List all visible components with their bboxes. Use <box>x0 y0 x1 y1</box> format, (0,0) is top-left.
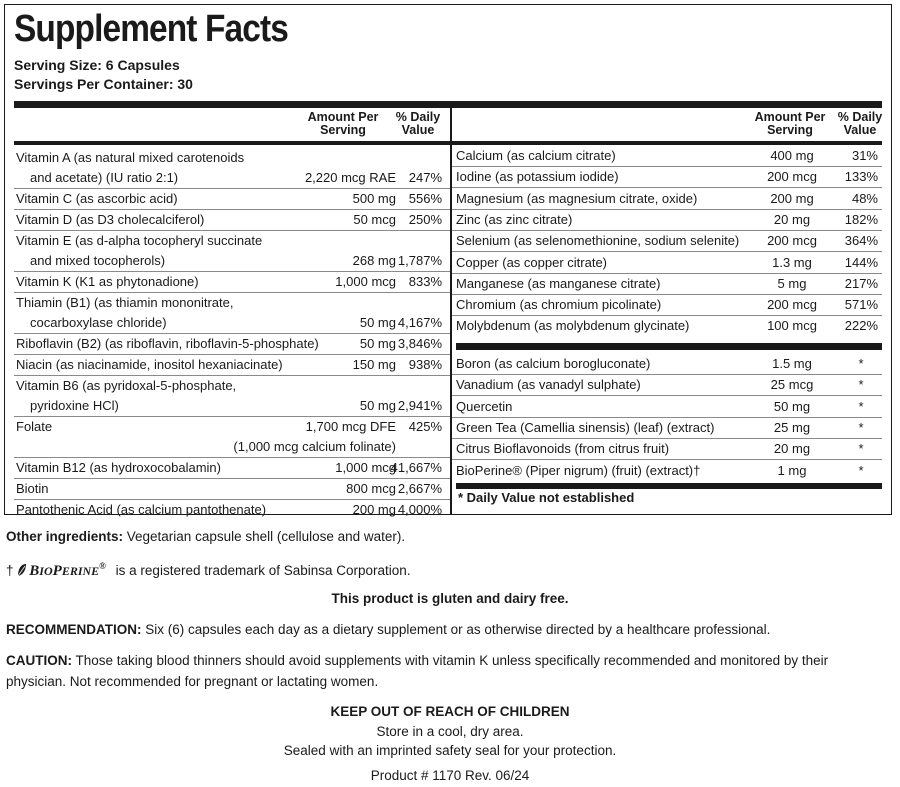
right-row <box>452 461 882 481</box>
daily-value: 250% <box>408 212 442 227</box>
right-mid-rule <box>456 343 882 350</box>
right-header-rule <box>452 141 882 145</box>
nutrient-name: Niacin (as niacinamide, inositol hexaniacinate) <box>16 357 283 372</box>
nutrient-name: Quercetin <box>456 398 513 414</box>
nutrient-name: Boron (as calcium borogluconate) <box>456 356 651 371</box>
left-row <box>14 376 450 417</box>
daily-value: 222% <box>844 318 878 334</box>
other-ingredients: Other ingredients: Vegetarian capsule shell (cellulose and water). <box>6 529 406 544</box>
daily-value: 31% <box>851 148 878 163</box>
amount-value: 50 mg <box>359 315 396 330</box>
nutrient-name: Manganese (as manganese citrate) <box>456 275 661 291</box>
servings-per-container: Servings Per Container: 30 <box>14 76 193 92</box>
trademark-text: is a registered trademark of Sabinsa Corporation. <box>115 563 411 578</box>
daily-value: 571% <box>844 297 878 313</box>
nutrient-name: Vitamin K (K1 as phytonadione) <box>16 274 199 289</box>
amount-value: 200 mg <box>352 502 396 517</box>
nutrient-name: Molybdenum (as molybdenum glycinate) <box>456 318 690 334</box>
left-row <box>14 293 450 334</box>
left-row <box>14 334 450 355</box>
nutrient-name: Vitamin D (as D3 cholecalciferol) <box>16 212 205 227</box>
nutrient-name: Vitamin E (as d-alpha tocopheryl succinate <box>16 233 263 248</box>
amount-value: 5 mg <box>777 275 807 291</box>
nutrient-name: Thiamin (B1) (as thiamin mononitrate, <box>16 295 234 310</box>
amount-value: 150 mg <box>352 357 396 372</box>
nutrient-name: Folate <box>16 419 53 434</box>
right-row <box>452 316 882 336</box>
daily-value: 182% <box>844 211 878 227</box>
nutrient-name-cont: pyridoxine HCl) <box>30 398 119 413</box>
left-row <box>14 479 450 500</box>
amount-value: 2,220 mcg RAE <box>304 170 396 185</box>
amount-value: 200 mg <box>770 190 814 206</box>
nutrient-name: Chromium (as chromium picolinate) <box>456 297 662 313</box>
nutrient-name: Riboflavin (B2) (as riboflavin, riboflavin-5-phosphate) <box>16 336 319 351</box>
nutrient-name: Calcium (as calcium citrate) <box>456 148 616 163</box>
gluten-dairy-free: This product is gluten and dairy free. <box>331 591 569 606</box>
right-row <box>452 231 882 252</box>
safety-seal-note: Sealed with an imprinted safety seal for your protection. <box>283 743 617 758</box>
nutrient-name: Magnesium (as magnesium citrate, oxide) <box>456 190 698 206</box>
nutrient-name: Vitamin A (as natural mixed carotenoids <box>16 150 245 165</box>
storage-note: Store in a cool, dry area. <box>376 724 524 739</box>
daily-value: 364% <box>844 233 878 249</box>
right-row <box>452 189 882 210</box>
daily-value: 938% <box>408 357 442 372</box>
page-title: Supplement Facts <box>14 8 288 50</box>
amount-value: 200 mcg <box>767 233 817 249</box>
amount-value: 100 mcg <box>767 318 817 334</box>
left-row <box>14 458 450 479</box>
product-number: Product # 1170 Rev. 06/24 <box>370 768 530 783</box>
daily-value: 247% <box>408 170 442 185</box>
daily-value: 217% <box>844 275 878 291</box>
keep-out-of-reach: KEEP OUT OF REACH OF CHILDREN <box>330 704 570 719</box>
bioperine-logo: BIOPERINE® <box>17 556 106 582</box>
daily-value: 144% <box>844 254 878 270</box>
amount-value: 1 mg <box>777 462 807 478</box>
right-header-dv: % Daily Value <box>837 110 883 137</box>
daily-value: 2,667% <box>397 481 442 496</box>
nutrient-name-cont: and acetate) (IU ratio 2:1) <box>30 170 179 185</box>
left-row <box>14 231 450 272</box>
right-row <box>452 418 882 439</box>
nutrient-name: BioPerine® (Piper nigrum) (fruit) (extract)† <box>456 462 701 478</box>
top-rule <box>14 101 882 108</box>
nutrient-name: Iodine (as potassium iodide) <box>456 169 619 185</box>
daily-value: * <box>858 441 864 457</box>
nutrient-name: Vanadium (as vanadyl sulphate) <box>456 377 641 393</box>
amount-value: 1,700 mcg DFE <box>305 419 396 434</box>
left-row <box>14 500 450 520</box>
left-header-rule <box>14 141 450 145</box>
daily-value: 41,667% <box>390 460 442 475</box>
dagger-symbol: † <box>6 563 14 578</box>
daily-value: 1,787% <box>397 253 442 268</box>
daily-value: 48% <box>851 190 878 206</box>
right-row <box>452 397 882 418</box>
left-row <box>14 417 450 458</box>
amount-value: 200 mcg <box>767 169 817 185</box>
amount-value: 268 mg <box>352 253 396 268</box>
daily-value: 2,941% <box>397 398 442 413</box>
right-row <box>452 439 882 460</box>
daily-value: 3,846% <box>397 336 442 351</box>
left-row <box>14 272 450 293</box>
amount-value: 50 mg <box>359 398 396 413</box>
nutrient-name: Green Tea (Camellia sinensis) (leaf) (extract) <box>456 419 715 435</box>
trademark-line <box>6 556 411 582</box>
nutrient-name: Zinc (as zinc citrate) <box>456 211 573 227</box>
amount-value: 50 mg <box>359 336 396 351</box>
daily-value: 133% <box>844 169 878 185</box>
caution: CAUTION: Those taking blood thinners should avoid supplements with vitamin K unless specifically recommended and monitored by their physician. Not recommended for pregnant or lactating women. <box>6 653 829 689</box>
left-row <box>14 189 450 210</box>
right-header-amount: Amount Per Serving <box>754 110 826 137</box>
daily-value: * <box>858 356 864 371</box>
amount-value: 50 mcg <box>353 212 396 227</box>
right-bottom-rule <box>456 483 882 489</box>
amount-value: 1.5 mg <box>772 356 812 371</box>
daily-value: 4,000% <box>397 502 442 517</box>
daily-value: * <box>858 462 864 478</box>
serving-size: Serving Size: 6 Capsules <box>14 57 180 73</box>
amount-value: 1,000 mcg <box>335 460 396 475</box>
amount-value: 200 mcg <box>767 297 817 313</box>
nutrient-name: Vitamin B6 (as pyridoxal-5-phosphate, <box>16 378 237 393</box>
amount-value: 400 mg <box>770 148 814 163</box>
amount-value: 20 mg <box>773 441 811 457</box>
amount-value: 1.3 mg <box>772 254 812 270</box>
daily-value-note: * Daily Value not established <box>458 490 635 505</box>
left-row <box>14 355 450 376</box>
right-row <box>452 274 882 295</box>
amount-value: 1,000 mcg <box>335 274 396 289</box>
nutrient-name: Pantothenic Acid (as calcium pantothenate) <box>16 502 267 517</box>
amount-value: 800 mcg <box>346 481 396 496</box>
left-header-dv: % Daily Value <box>395 110 441 137</box>
left-row <box>14 210 450 231</box>
right-row <box>452 146 882 167</box>
daily-value: 425% <box>408 419 442 434</box>
amount-value: 500 mg <box>352 191 396 206</box>
daily-value: 556% <box>408 191 442 206</box>
right-row <box>452 375 882 396</box>
right-row <box>452 167 882 188</box>
amount-value: 20 mg <box>773 211 811 227</box>
left-header-amount: Amount Per Serving <box>307 110 379 137</box>
daily-value: * <box>858 419 864 435</box>
left-row <box>14 148 450 189</box>
right-row <box>452 354 882 375</box>
nutrient-name: Selenium (as selenomethionine, sodium selenite) <box>456 233 740 249</box>
recommendation: RECOMMENDATION: Six (6) capsules each day as a dietary supplement or as otherwise directed by a healthcare professional. <box>6 622 771 637</box>
right-row <box>452 295 882 316</box>
nutrient-name-cont: and mixed tocopherols) <box>30 253 166 268</box>
daily-value: 833% <box>408 274 442 289</box>
amount-value: 25 mg <box>773 419 811 435</box>
nutrient-name: Vitamin C (as ascorbic acid) <box>16 191 178 206</box>
right-row <box>452 210 882 231</box>
daily-value: * <box>858 377 864 393</box>
nutrient-name: Vitamin B12 (as hydroxocobalamin) <box>16 460 221 475</box>
right-row <box>452 253 882 274</box>
nutrient-note: (1,000 mcg calcium folinate) <box>233 439 396 454</box>
nutrient-name: Citrus Bioflavonoids (from citrus fruit) <box>456 441 670 457</box>
amount-value: 50 mg <box>773 398 811 414</box>
daily-value: * <box>858 398 864 414</box>
nutrient-name: Copper (as copper citrate) <box>456 254 608 270</box>
daily-value: 4,167% <box>397 315 442 330</box>
nutrient-name: Biotin <box>16 481 49 496</box>
nutrient-name-cont: cocarboxylase chloride) <box>30 315 167 330</box>
amount-value: 25 mcg <box>770 377 814 393</box>
leaf-icon <box>17 563 27 577</box>
